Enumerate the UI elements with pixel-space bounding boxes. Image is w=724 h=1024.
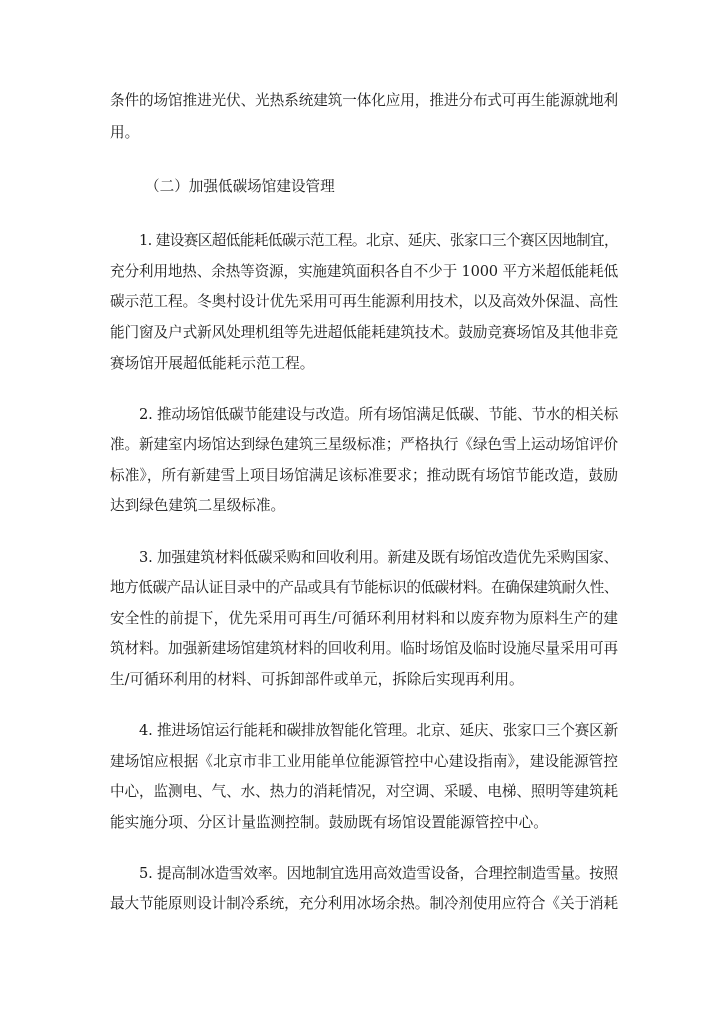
item-2-line-4: 达到绿色建筑二星级标准。 <box>110 497 286 514</box>
item-3-line-5: 生/可循环利用的材料、可拆卸部件或单元，拆除后实现再利用。 <box>110 671 524 688</box>
item-3-line-4: 筑材料。加强新建场馆建筑材料的回收利用。临时场馆及临时设施尽量采用可再 <box>110 640 618 657</box>
item-4-line-4: 能实施分项、分区计量监测控制。鼓励既有场馆设置能源管控中心。 <box>110 814 548 831</box>
item-2-line-3: 标准》，所有新建雪上项目场馆满足该标准要求；推动既有场馆节能改造，鼓励 <box>110 467 618 484</box>
item-1-line-1: 1. 建设赛区超低能耗低碳示范工程。北京、延庆、张家口三个赛区因地制宜， <box>139 232 618 249</box>
item-4-line-3: 中心，监测电、气、水、热力的消耗情况，对空调、采暖、电梯、照明等建筑耗 <box>110 783 618 800</box>
item-1-line-3: 碳示范工程。冬奥村设计优先采用可再生能源利用技术，以及高效外保温、高性 <box>110 293 618 310</box>
item-1-line-2: 充分利用地热、余热等资源，实施建筑面积各自不少于 1000 平方米超低能耗低 <box>110 263 618 280</box>
intro-line-1: 条件的场馆推进光伏、光热系统建筑一体化应用，推进分布式可再生能源就地利 <box>110 92 618 109</box>
item-3-line-1: 3. 加强建筑材料低碳采购和回收利用。新建及既有场馆改造优先采购国家、 <box>139 549 618 566</box>
item-5-line-1: 5. 提高制冰造雪效率。因地制宜选用高效造雪设备，合理控制造雪量。按照 <box>139 865 618 882</box>
item-3-line-3: 安全性的前提下，优先采用可再生/可循环利用材料和以废弃物为原料生产的建 <box>110 610 618 627</box>
item-2-line-2: 准。新建室内场馆达到绿色建筑三星级标准；严格执行《绿色雪上运动场馆评价 <box>110 436 618 453</box>
item-5-line-2: 最大节能原则设计制冷系统，充分利用冰场余热。制冷剂使用应符合《关于消耗 <box>110 895 618 912</box>
item-1-line-5: 赛场馆开展超低能耗示范工程。 <box>110 355 315 372</box>
item-2-line-1: 2. 推动场馆低碳节能建设与改造。所有场馆满足低碳、节能、节水的相关标 <box>139 406 618 423</box>
item-4-line-2: 建场馆应根据《北京市非工业用能单位能源管控中心建设指南》，建设能源管控 <box>110 753 618 770</box>
item-3-line-2: 地方低碳产品认证目录中的产品或具有节能标识的低碳材料。在确保建筑耐久性、 <box>110 579 618 596</box>
item-1-line-4: 能门窗及户式新风处理机组等先进超低能耗建筑技术。鼓励竞赛场馆及其他非竞 <box>110 324 618 341</box>
item-4-line-1: 4. 推进场馆运行能耗和碳排放智能化管理。北京、延庆、张家口三个赛区新 <box>139 722 618 739</box>
section-heading: （二）加强低碳场馆建设管理 <box>145 178 335 195</box>
intro-line-2: 用。 <box>110 124 140 141</box>
